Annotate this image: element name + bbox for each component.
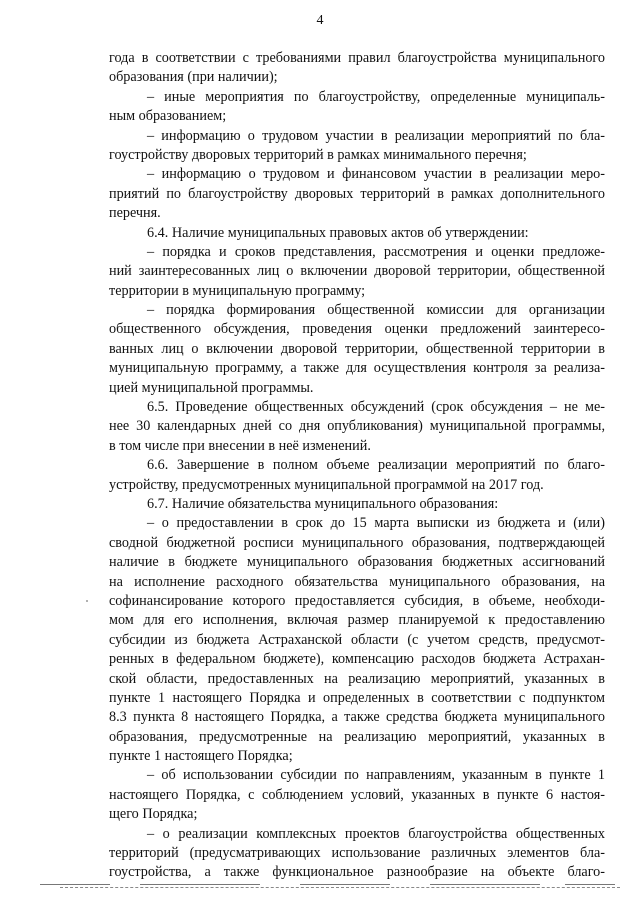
text-line: – об использовании субсидии по направлениям, указанным в пункте 1 — [147, 767, 605, 784]
text-line: – иные мероприятия по благоустройству, определенные муниципаль- — [147, 88, 605, 105]
text-line: – информацию о трудовом и финансовом участии в реализации меро- — [147, 166, 605, 183]
text-line: – о предоставлении в срок до 15 марта выписки из бюджета и (или) — [147, 515, 605, 532]
text-line: софинансирование которого предоставляется субсидия, в объеме, необходи- — [109, 592, 605, 609]
text-line: настоящего Порядка, с соблюдением условий, указанных в пункте 6 настоя- — [109, 786, 605, 803]
footer-scan-mark — [40, 884, 110, 885]
text-line: наличие в бюджете муниципального образования бюджетных ассигнований — [109, 554, 605, 571]
footer-scan-mark — [140, 884, 260, 885]
text-line: 6.6. Завершение в полном объеме реализации мероприятий по благо- — [147, 457, 605, 474]
text-line: мом для его исполнения, включая размер планируемой к предоставлению — [109, 612, 605, 629]
text-line: территорий (предусматривающих использование различных элементов бла- — [109, 845, 605, 862]
text-line: щего Порядка; — [109, 806, 198, 823]
text-line: – о реализации комплексных проектов благоустройства общественных — [147, 825, 605, 842]
text-line: ской области, предоставленных на реализацию мероприятий, указанных в — [109, 670, 605, 687]
text-line: ванных лиц о включении дворовой территории, общественной территории в — [109, 340, 605, 357]
text-line: 6.4. Наличие муниципальных правовых актов об утверждении: — [147, 224, 529, 241]
footer-scan-mark — [565, 884, 615, 885]
text-line: образования (при наличии); — [109, 69, 278, 86]
text-line: на исполнение расходного обязательства муниципального образования, на — [109, 573, 605, 590]
scan-speck — [86, 600, 88, 602]
text-line: ным образованием; — [109, 108, 227, 125]
footer-scan-mark — [430, 884, 540, 885]
text-line: пункте 1 настоящего Порядка и определенных в соответствии с подпунктом — [109, 689, 605, 706]
text-line: – порядка формирования общественной комиссии для организации — [147, 302, 605, 319]
text-line: ренных в федеральном бюджете), компенсацию расходов бюджета Астрахан- — [109, 651, 605, 668]
footer-scan-mark — [300, 884, 390, 885]
text-line: территории в муниципальную программу; — [109, 282, 366, 299]
text-line: года в соответствии с требованиями правил благоустройства муниципального — [109, 50, 605, 66]
text-line: гоустройству дворовых территорий в рамках минимального перечня; — [109, 146, 527, 163]
text-line: в том числе при внесении в неё изменений. — [109, 437, 371, 454]
footer-scan-line — [60, 887, 620, 888]
page-number: 4 — [316, 13, 324, 28]
text-line: ний заинтересованных лиц о включении дворовой территории, общественной — [109, 263, 605, 280]
text-line: нее 30 календарных дней со дня опубликования) муниципальной программы, — [109, 418, 605, 435]
text-line: устройству, предусмотренных муниципальной программой на 2017 год. — [109, 476, 544, 493]
text-line: субсидии из бюджета Астраханской области (с учетом средств, предусмот- — [109, 631, 605, 648]
text-line: муниципальную программу, а также для осуществления контроля за реализа- — [109, 360, 605, 377]
text-line: перечня. — [109, 205, 161, 222]
text-line: – информацию о трудовом участии в реализации мероприятий по бла- — [147, 127, 605, 144]
text-line: гоустройства, а также функциональное разнообразие на объекте благо- — [109, 864, 605, 881]
text-line: пункте 1 настоящего Порядка; — [109, 748, 293, 765]
text-line: общественного обсуждения, проведения оценки предложений заинтересо- — [109, 321, 605, 338]
text-line: 6.5. Проведение общественных обсуждений (срок обсуждения – не ме- — [147, 399, 605, 416]
text-line: сводной бюджетной росписи муниципального образования, подтверждающей — [109, 534, 605, 551]
text-line: 8.3 пункта 8 настоящего Порядка, а также средства бюджета муниципального — [109, 709, 605, 726]
document-body — [109, 49, 605, 883]
text-line: цией муниципальной программы. — [109, 379, 314, 396]
text-line: образования, предусмотренные на реализацию мероприятий, указанных в — [109, 728, 605, 745]
text-line: 6.7. Наличие обязательства муниципального образования: — [147, 495, 499, 512]
text-line: приятий по благоустройству дворовых территорий в рамках дополнительного — [109, 185, 605, 202]
text-line: – порядка и сроков представления, рассмотрения и оценки предложе- — [147, 243, 605, 260]
